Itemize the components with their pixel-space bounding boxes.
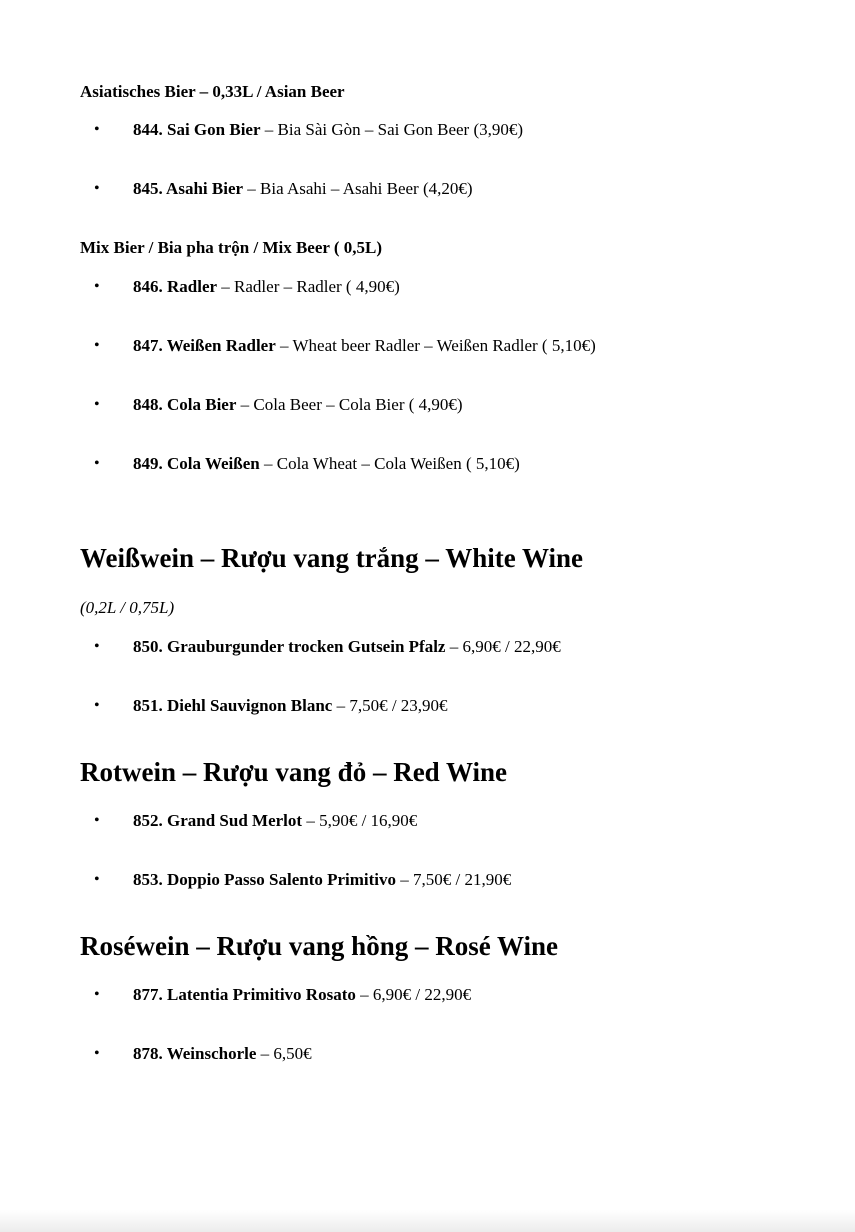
item-details: – 6,50€ bbox=[256, 1044, 312, 1063]
section-title-asian-beer: Asiatisches Bier – 0,33L / Asian Beer bbox=[80, 82, 345, 101]
bullet-icon: • bbox=[94, 121, 100, 138]
item-name: 844. Sai Gon Bier bbox=[133, 120, 261, 139]
section-title-mix-beer: Mix Bier / Bia pha trộn / Mix Beer ( 0,5L) bbox=[80, 238, 383, 257]
item-name: 846. Radler bbox=[133, 277, 218, 296]
item-name: 853. Doppio Passo Salento Primitivo bbox=[133, 870, 397, 889]
item-name: 878. Weinschorle bbox=[133, 1044, 257, 1063]
bullet-icon: • bbox=[94, 1045, 100, 1062]
item-details: – Bia Asahi – Asahi Beer (4,20€) bbox=[243, 179, 473, 198]
item-details: – Wheat beer Radler – Weißen Radler ( 5,10€) bbox=[275, 336, 596, 355]
bullet-icon: • bbox=[94, 638, 100, 655]
item-name: 849. Cola Weißen bbox=[133, 454, 260, 473]
section-title-red-wine: Rotwein – Rượu vang đỏ – Red Wine bbox=[80, 757, 507, 787]
bullet-icon: • bbox=[94, 812, 100, 829]
item-name: 877. Latentia Primitivo Rosato bbox=[133, 985, 356, 1004]
section-title-rose-wine: Roséwein – Rượu vang hồng – Rosé Wine bbox=[80, 931, 558, 961]
item-details: – 7,50€ / 21,90€ bbox=[396, 870, 512, 889]
item-name: 845. Asahi Bier bbox=[133, 179, 244, 198]
item-name: 850. Grauburgunder trocken Gutsein Pfalz bbox=[133, 637, 446, 656]
bullet-icon: • bbox=[94, 871, 100, 888]
item-details: – 6,90€ / 22,90€ bbox=[355, 985, 472, 1004]
item-details: – 7,50€ / 23,90€ bbox=[332, 696, 448, 715]
item-details: – Radler – Radler ( 4,90€) bbox=[217, 277, 400, 296]
bullet-icon: • bbox=[94, 697, 100, 714]
item-details: – Cola Wheat – Cola Weißen ( 5,10€) bbox=[259, 454, 520, 473]
bullet-icon: • bbox=[94, 396, 100, 413]
item-name: 852. Grand Sud Merlot bbox=[133, 811, 303, 830]
section-title-white-wine: Weißwein – Rượu vang trắng – White Wine bbox=[80, 543, 583, 573]
page-bottom-shadow bbox=[0, 1210, 855, 1232]
volume-note: (0,2L / 0,75L) bbox=[80, 598, 175, 617]
item-details: – Cola Beer – Cola Bier ( 4,90€) bbox=[236, 395, 463, 414]
bullet-icon: • bbox=[94, 337, 100, 354]
bullet-icon: • bbox=[94, 180, 100, 197]
item-details: – Bia Sài Gòn – Sai Gon Beer (3,90€) bbox=[260, 120, 524, 139]
item-details: – 6,90€ / 22,90€ bbox=[445, 637, 561, 656]
item-details: – 5,90€ / 16,90€ bbox=[302, 811, 418, 830]
item-name: 848. Cola Bier bbox=[133, 395, 237, 414]
item-name: 847. Weißen Radler bbox=[133, 336, 276, 355]
item-name: 851. Diehl Sauvignon Blanc bbox=[133, 696, 333, 715]
bullet-icon: • bbox=[94, 986, 100, 1003]
bullet-icon: • bbox=[94, 455, 100, 472]
bullet-icon: • bbox=[94, 278, 100, 295]
